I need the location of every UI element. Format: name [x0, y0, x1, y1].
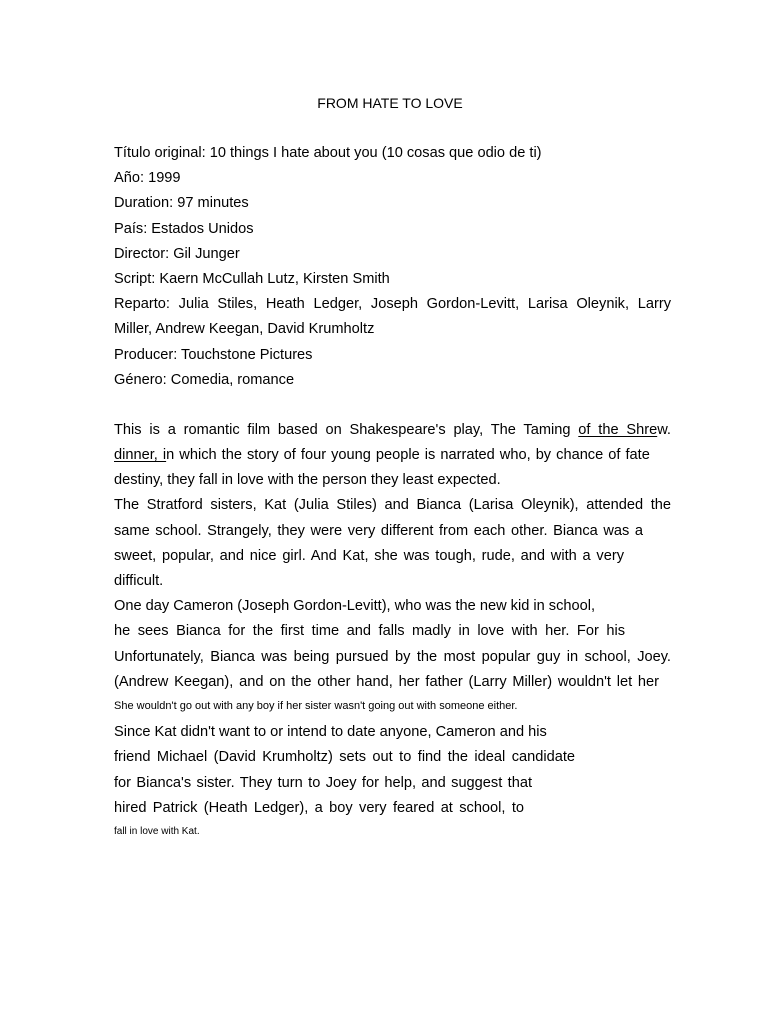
body-line-9: he sees Bianca for the first time and falls madly in love with her. For his: [114, 623, 625, 639]
info-script: Script: Kaern McCullah Lutz, Kirsten Smith: [114, 271, 390, 287]
underlined-text: dinner, i: [114, 447, 167, 463]
info-year: Año: 1999: [114, 170, 181, 186]
body-line-6: sweet, popular, and nice girl. And Kat, she was tough, rude, and with a very: [114, 548, 624, 564]
body-line-7: difficult.: [114, 573, 164, 589]
info-original-title: Título original: 10 things I hate about you (10 cosas que odio de ti): [114, 145, 542, 161]
body-line-14: friend Michael (David Krumholtz) sets out to find the ideal candidate: [114, 749, 575, 765]
body-line-10: Unfortunately, Bianca was being pursued by the most popular guy in school, Joey.: [114, 649, 671, 665]
body-line-1-text: This is a romantic film based on Shakespeare's play, The Taming: [114, 422, 579, 438]
body-line-2-text: n which the story of four young people is narrated who, by chance of fate: [166, 447, 650, 463]
info-genre: Género: Comedia, romance: [114, 372, 295, 388]
body-line-13: Since Kat didn't want to or intend to date anyone, Cameron and his: [114, 724, 547, 740]
body-line-16: hired Patrick (Heath Ledger), a boy very feared at school, to: [114, 800, 524, 816]
body-line-8: One day Cameron (Joseph Gordon-Levitt), who was the new kid in school,: [114, 598, 596, 614]
info-producer: Producer: Touchstone Pictures: [114, 347, 313, 363]
body-line-2: [114, 446, 650, 464]
underlined-text: of the Shre: [578, 422, 658, 438]
body-line-5: same school. Strangely, they were very different from each other. Bianca was a: [114, 523, 643, 539]
body-line-1: [114, 421, 671, 439]
body-line-3: destiny, they fall in love with the person they least expected.: [114, 472, 501, 488]
document-title: FROM HATE TO LOVE: [317, 95, 463, 111]
info-cast-line-2: Miller, Andrew Keegan, David Krumholtz: [114, 321, 375, 337]
body-line-1-end: w.: [657, 422, 671, 438]
info-country: País: Estados Unidos: [114, 221, 254, 237]
info-director: Director: Gil Junger: [114, 246, 240, 262]
info-cast-line-1: Reparto: Julia Stiles, Heath Ledger, Joseph Gordon-Levitt, Larisa Oleynik, Larry: [114, 296, 671, 312]
body-line-4: The Stratford sisters, Kat (Julia Stiles) and Bianca (Larisa Oleynik), attended the: [114, 497, 671, 513]
body-line-15: for Bianca's sister. They turn to Joey for help, and suggest that: [114, 775, 532, 791]
body-line-12: She wouldn't go out with any boy if her sister wasn't going out with someone either.: [114, 700, 518, 712]
info-duration: Duration: 97 minutes: [114, 195, 249, 211]
body-line-17: fall in love with Kat.: [114, 826, 200, 837]
body-line-11: (Andrew Keegan), and on the other hand, her father (Larry Miller) wouldn't let her: [114, 674, 659, 690]
